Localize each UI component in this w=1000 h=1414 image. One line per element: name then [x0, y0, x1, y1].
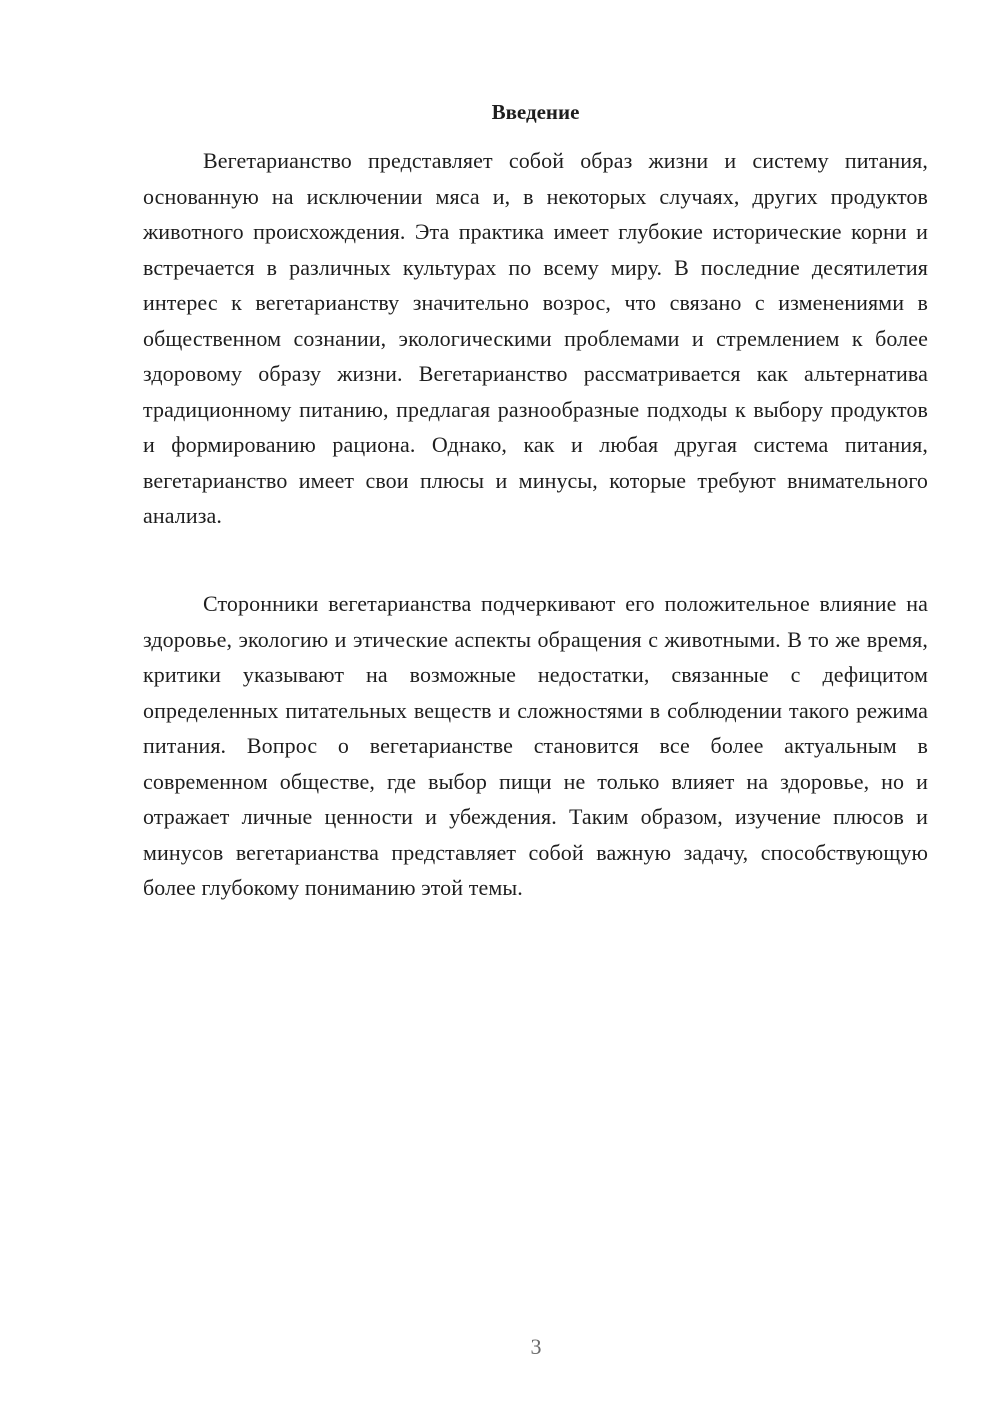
page-number: 3: [530, 1334, 542, 1359]
paragraph-2: Сторонники вегетарианства подчеркивают его положительное влияние на здоровье, экологию и этические аспекты обращения с животными. В то же время, критики указывают на возможные недостатки, связанные с дефицитом определенных питательных веществ и сложностями в соблюдении такого режима питания. Вопрос о вегетарианстве становится все более актуальным в современном обществе, где выбор пищи не только влияет на здоровье, но и отражает личные ценности и убеждения. Таким образом, изучение плюсов и минусов вегетарианства представляет собой важную задачу, способствующую более глубокому пониманию этой темы.: [143, 591, 928, 900]
section-heading: Введение: [491, 100, 580, 124]
paragraph-1: Вегетарианство представляет собой образ жизни и систему питания, основанную на исключении мяса и, в некоторых случаях, других продуктов животного происхождения. Эта практика имеет глубокие исторические корни и встречается в различных культурах по всему миру. В последние десятилетия интерес к вегетарианству значительно возрос, что связано с изменениями в общественном сознании, экологическими проблемами и стремлением к более здоровому образу жизни. Вегетарианство рассматривается как альтернатива традиционному питанию, предлагая разнообразные подходы к выбору продуктов и формированию рациона. Однако, как и любая другая система питания, вегетарианство имеет свои плюсы и минусы, которые требуют внимательного анализа.: [143, 148, 928, 528]
